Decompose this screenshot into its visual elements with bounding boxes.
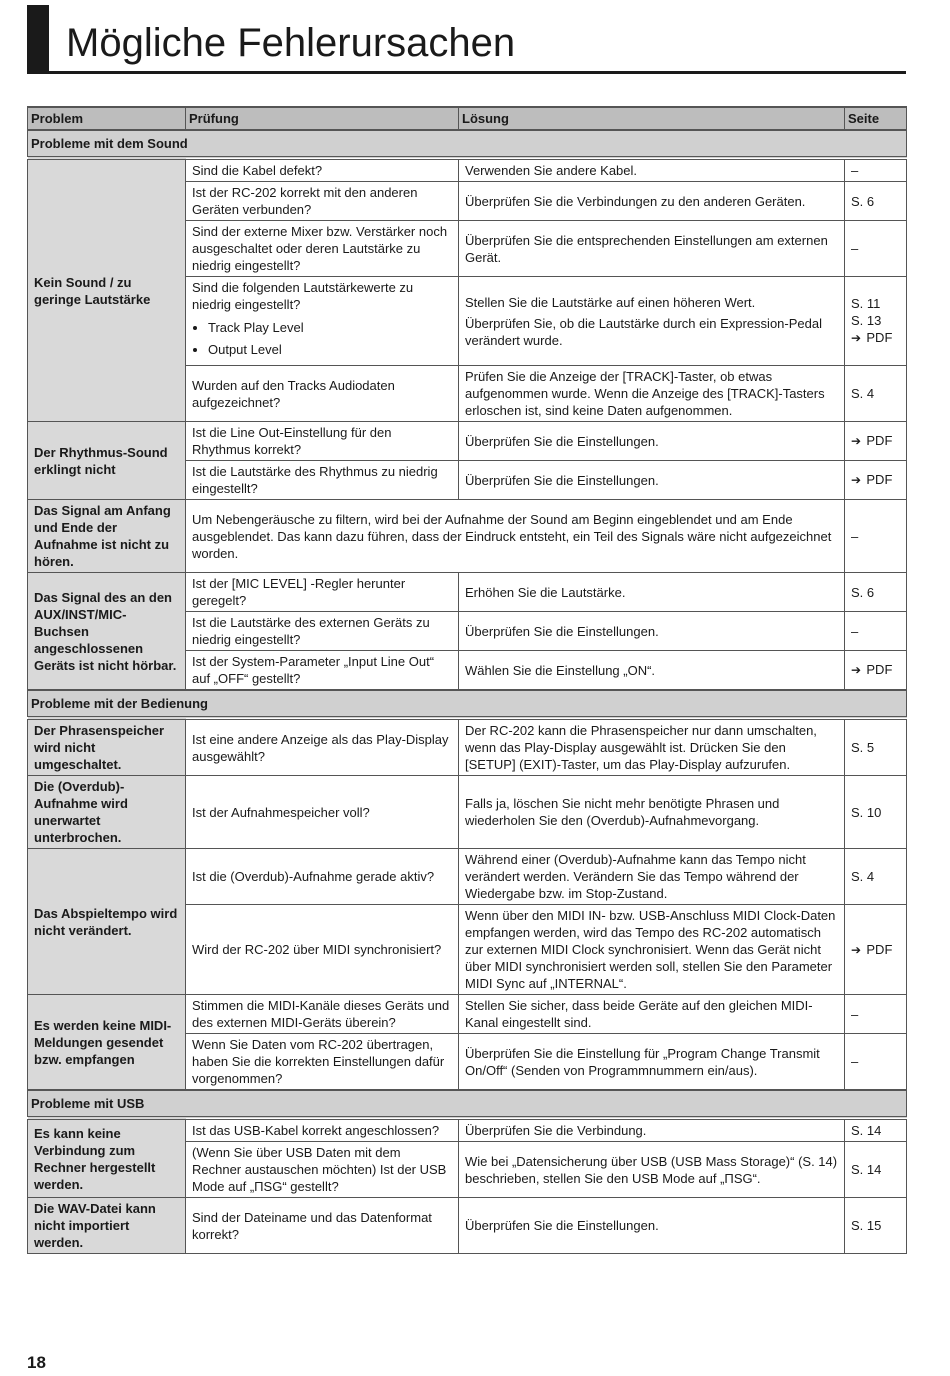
solution-cell	[459, 776, 845, 849]
page-ref-cell	[845, 221, 907, 277]
check-text: Wird der RC-202 über MIDI synchronisiert?	[192, 942, 442, 957]
problem-cell: Der Rhythmus-Sound erklingt nicht	[28, 422, 186, 500]
solution-cell	[459, 612, 845, 651]
page-ref	[851, 312, 900, 329]
page-ref-text: –	[851, 623, 859, 639]
check-cell	[186, 1118, 459, 1142]
check-cell	[186, 277, 459, 366]
page-ref-cell	[845, 718, 907, 776]
solution-cell	[459, 995, 845, 1034]
page-title: Mögliche Fehlerursachen	[66, 21, 516, 65]
check-text: Ist der [MIC LEVEL] -Regler herunter geregelt?	[192, 576, 406, 608]
page-ref-text: PDF	[866, 330, 893, 345]
solution-cell	[459, 718, 845, 776]
problem-cell: Das Signal des an den AUX/INST/MIC-Buchsen angeschlossenen Geräts ist nicht hörbar.	[28, 573, 186, 691]
check-text: Ist die Lautstärke des externen Geräts zu niedrig eingestellt?	[192, 615, 430, 647]
solution-text: Überprüfen Sie die Einstellungen.	[465, 1218, 659, 1233]
check-text: Stimmen die MIDI-Kanäle dieses Geräts und des externen MIDI-Geräts überein?	[192, 998, 450, 1030]
table-header-row	[28, 107, 907, 130]
solution-text: Überprüfen Sie die Verbindungen zu den anderen Geräten.	[465, 193, 806, 209]
page-ref	[851, 623, 900, 640]
page-ref	[851, 1161, 900, 1178]
page-ref	[851, 941, 900, 959]
solution-text: Verwenden Sie andere Kabel.	[465, 163, 638, 178]
page-ref	[851, 1217, 900, 1234]
table-row	[28, 995, 907, 1034]
problem-cell: Das Signal am Anfang und Ende der Aufnahme ist nicht zu hören.	[28, 500, 186, 573]
page-ref-text: S. 10	[851, 804, 882, 820]
solution-cell	[459, 422, 845, 461]
table-row	[28, 776, 907, 849]
page-ref-cell	[845, 1034, 907, 1091]
bullet-item: • Track Play Level	[208, 319, 452, 336]
page-ref-cell	[845, 776, 907, 849]
page-ref	[851, 1122, 900, 1139]
page-ref	[851, 868, 900, 885]
solution-text: Falls ja, löschen Sie nicht mehr benötigte Phrasen und wiederholen Sie den (Overdub)-Aufnahmevorgang.	[465, 796, 780, 828]
page-ref	[851, 432, 900, 450]
check-cell	[186, 612, 459, 651]
header-solution: Lösung	[459, 107, 845, 130]
section-row	[28, 1090, 907, 1118]
check-cell	[186, 905, 459, 995]
page-ref	[851, 162, 900, 179]
page-ref-text: PDF	[866, 662, 893, 677]
check-text: Ist der Aufnahmespeicher voll?	[192, 804, 370, 820]
check-text: Ist die Lautstärke des Rhythmus zu niedrig eingestellt?	[192, 464, 438, 496]
solution-text: Prüfen Sie die Anzeige der [TRACK]-Taster, ob etwas aufgenommen wurde. Wenn die Anzeige des [TRACK]-Tasters erloschen ist, sind keine Daten aufgenommen.	[465, 369, 825, 418]
arrow-right-icon: ➔	[851, 473, 865, 487]
solution-text: Um Nebengeräusche zu filtern, wird bei der Aufnahme der Sound am Beginn eingeblendet und am Ende ausgeblendet. Das kann dazu führen, dass der Eindruck entsteht, ein Teil des Signals wäre nicht aufgezeichnet worden.	[192, 511, 832, 561]
problem-cell: Kein Sound / zu geringe Lautstärke	[28, 158, 186, 422]
solution-text: Überprüfen Sie die Einstellungen.	[465, 472, 659, 488]
page-ref-cell	[845, 905, 907, 995]
check-text: Ist das USB-Kabel korrekt angeschlossen?	[192, 1123, 440, 1138]
table-row	[28, 718, 907, 776]
page-ref	[851, 584, 900, 601]
solution-text: Überprüfen Sie die Verbindung.	[465, 1123, 647, 1138]
problem-cell: Die (Overdub)-Aufnahme wird unerwartet unterbrochen.	[28, 776, 186, 849]
table-body	[28, 130, 907, 1254]
page-ref	[851, 385, 900, 402]
problem-cell: Die WAV-Datei kann nicht importiert werden.	[28, 1198, 186, 1254]
page-ref	[851, 329, 900, 347]
check-text: (Wenn Sie über USB Daten mit dem Rechner austauschen möchten) Ist der USB Mode auf „ΠSG“ gestellt?	[192, 1145, 447, 1194]
page-ref-text: S. 14	[851, 1162, 882, 1177]
page-ref-cell	[845, 651, 907, 691]
solution-cell	[459, 182, 845, 221]
solution-cell	[459, 277, 845, 366]
table-row	[28, 422, 907, 461]
page-ref	[851, 661, 900, 679]
check-cell	[186, 1198, 459, 1254]
check-text: Sind die Kabel defekt?	[192, 163, 323, 178]
check-cell	[186, 366, 459, 422]
check-cell	[186, 573, 459, 612]
page-ref-cell	[845, 612, 907, 651]
section-row	[28, 130, 907, 158]
header-check: Prüfung	[186, 107, 459, 130]
solution-text: Überprüfen Sie die entsprechenden Einstellungen am externen Gerät.	[465, 232, 828, 265]
check-text: Wenn Sie Daten vom RC-202 übertragen, haben Sie die korrekten Einstellungen dafür vorgenommen?	[192, 1037, 445, 1086]
check-cell	[186, 158, 459, 182]
check-text: Sind der Dateiname und das Datenformat korrekt?	[192, 1209, 432, 1242]
check-text: Sind der externe Mixer bzw. Verstärker noch ausgeschaltet oder deren Lautstärke zu niedrig eingestellt?	[192, 224, 448, 273]
table-row	[28, 158, 907, 182]
page-ref-text: S. 14	[851, 1123, 882, 1138]
page-ref-text: S. 4	[851, 386, 875, 401]
solution-cell	[459, 905, 845, 995]
table-row	[28, 1198, 907, 1254]
page-ref	[851, 1006, 900, 1023]
page-ref-cell	[845, 366, 907, 422]
page-ref-cell	[845, 995, 907, 1034]
check-cell	[186, 422, 459, 461]
arrow-right-icon: ➔	[851, 434, 865, 448]
solution-cell	[459, 1142, 845, 1198]
section-row	[28, 690, 907, 718]
solution-text: Wählen Sie die Einstellung „ON“.	[465, 662, 656, 678]
check-cell	[186, 849, 459, 905]
solution-text: Überprüfen Sie die Einstellungen.	[465, 623, 659, 639]
solution-cell	[459, 573, 845, 612]
page-ref-text: S. 13	[851, 313, 882, 328]
check-text: Ist eine andere Anzeige als das Play-Display ausgewählt?	[192, 731, 449, 764]
title-rule	[27, 71, 906, 74]
check-text: Ist der RC-202 korrekt mit den anderen Geräten verbunden?	[192, 185, 418, 217]
check-cell	[186, 651, 459, 691]
section-title: Probleme mit USB	[28, 1090, 907, 1118]
solution-text: Wenn über den MIDI IN- bzw. USB-Anschluss MIDI Clock-Daten empfangen werden, wird das Tempo des RC-202 automatisch zur externen MIDI Clock synchronisiert. Wenn das Gerät nicht über MIDI synchronisiert werden soll, stellen Sie den Parameter MIDI Sync auf „INTERNAL“.	[465, 908, 836, 991]
solution-cell	[459, 158, 845, 182]
page-ref-text: –	[851, 528, 859, 544]
page-ref-cell	[845, 573, 907, 612]
check-text: Sind die folgenden Lautstärkewerte zu niedrig eingestellt?	[192, 280, 414, 312]
header-page: Seite	[845, 107, 907, 130]
table-row	[28, 1118, 907, 1142]
solution-text: Der RC-202 kann die Phrasenspeicher nur dann umschalten, wenn das Play-Display ausgewählt ist. Drücken Sie den [SETUP] (EXIT)-Taster, um das Play-Display aufzurufen.	[465, 723, 817, 772]
page-ref-cell	[845, 182, 907, 221]
check-cell	[186, 995, 459, 1034]
arrow-right-icon: ➔	[851, 331, 865, 345]
page-ref	[851, 240, 900, 257]
solution-text: Erhöhen Sie die Lautstärke.	[465, 584, 626, 600]
page-ref-text: S. 6	[851, 584, 875, 600]
solution-cell	[459, 651, 845, 691]
page-ref-cell	[845, 461, 907, 500]
page-ref-text: –	[851, 1054, 859, 1069]
page-ref-text: S. 6	[851, 193, 875, 209]
section-title: Probleme mit dem Sound	[28, 130, 907, 158]
problem-cell: Es werden keine MIDI-Meldungen gesendet bzw. empfangen	[28, 995, 186, 1091]
page-ref-cell	[845, 1118, 907, 1142]
page-ref-text: –	[851, 241, 859, 256]
section-title: Probleme mit der Bedienung	[28, 690, 907, 718]
page-ref-cell	[845, 158, 907, 182]
table-row	[28, 573, 907, 612]
page-ref-text: S. 11	[851, 296, 881, 311]
check-cell	[186, 776, 459, 849]
problem-cell: Das Abspieltempo wird nicht verändert.	[28, 849, 186, 995]
solution-cell	[459, 221, 845, 277]
table-row	[28, 849, 907, 905]
page-ref	[851, 471, 900, 489]
page-ref-cell	[845, 277, 907, 366]
check-cell	[186, 718, 459, 776]
page-ref-text: PDF	[866, 433, 893, 448]
page-ref	[851, 193, 900, 210]
solution-text: Überprüfen Sie die Einstellung für „Program Change Transmit On/Off“ (Senden von Programmnummern ein/aus).	[465, 1045, 820, 1078]
solution-cell	[459, 1034, 845, 1091]
solution-text: Stellen Sie sicher, dass beide Geräte auf den gleichen MIDI-Kanal eingestellt sind.	[465, 998, 813, 1030]
title-bar	[27, 5, 49, 73]
page-ref-cell	[845, 422, 907, 461]
page-ref-text: PDF	[866, 472, 893, 487]
check-text: Ist der System-Parameter „Input Line Out“ auf „OFF“ gestellt?	[192, 654, 435, 686]
page-ref	[851, 528, 900, 545]
page-ref-cell	[845, 1198, 907, 1254]
page-ref-text: S. 15	[851, 1218, 882, 1233]
check-cell	[186, 221, 459, 277]
problem-cell: Es kann keine Verbindung zum Rechner hergestellt werden.	[28, 1118, 186, 1198]
solution-text: Wie bei „Datensicherung über USB (USB Mass Storage)“ (S. 14) beschrieben, stellen Sie den USB Mode auf „ΠSG“.	[465, 1153, 838, 1186]
page-ref-cell	[845, 1142, 907, 1198]
check-cell	[186, 461, 459, 500]
check-bullets	[192, 319, 452, 358]
page-ref	[851, 295, 900, 312]
arrow-right-icon: ➔	[851, 942, 865, 957]
page-ref	[851, 804, 900, 821]
solution-cell	[459, 1118, 845, 1142]
solution-cell	[459, 1198, 845, 1254]
solution-text: Stellen Sie die Lautstärke auf einen höheren Wert.	[465, 294, 756, 310]
solution-text: Während einer (Overdub)-Aufnahme kann das Tempo nicht verändert werden. Verändern Sie das Tempo während der Wiedergabe bzw. im Stop-Zustand.	[465, 852, 806, 901]
solution-cell	[459, 849, 845, 905]
solution-text: Überprüfen Sie, ob die Lautstärke durch ein Expression-Pedal verändert wurde.	[465, 315, 822, 348]
problem-cell: Der Phrasenspeicher wird nicht umgeschaltet.	[28, 718, 186, 776]
troubleshooting-table	[27, 106, 907, 1254]
page-ref-text: S. 4	[851, 869, 875, 884]
page-ref-text: –	[851, 163, 859, 178]
check-cell	[186, 1034, 459, 1091]
page-ref-cell	[845, 500, 907, 573]
solution-text: Überprüfen Sie die Einstellungen.	[465, 433, 659, 449]
page-ref-text: –	[851, 1006, 859, 1022]
arrow-right-icon: ➔	[851, 663, 865, 677]
solution-cell	[459, 461, 845, 500]
page-ref-text: PDF	[866, 941, 893, 957]
page-ref-text: S. 5	[851, 740, 875, 755]
page-number: 18	[27, 1353, 46, 1372]
check-cell	[186, 1142, 459, 1198]
table-row	[28, 500, 907, 573]
header-problem: Problem	[28, 107, 186, 130]
solution-cell	[186, 500, 845, 573]
check-text: Ist die Line Out-Einstellung für den Rhythmus korrekt?	[192, 425, 392, 457]
check-text: Wurden auf den Tracks Audiodaten aufgezeichnet?	[192, 377, 395, 410]
page-ref	[851, 739, 900, 756]
check-cell	[186, 182, 459, 221]
check-text: Ist die (Overdub)-Aufnahme gerade aktiv?	[192, 869, 435, 884]
page-ref	[851, 1053, 900, 1070]
bullet-item: • Output Level	[208, 341, 452, 358]
solution-cell	[459, 366, 845, 422]
page-ref-cell	[845, 849, 907, 905]
